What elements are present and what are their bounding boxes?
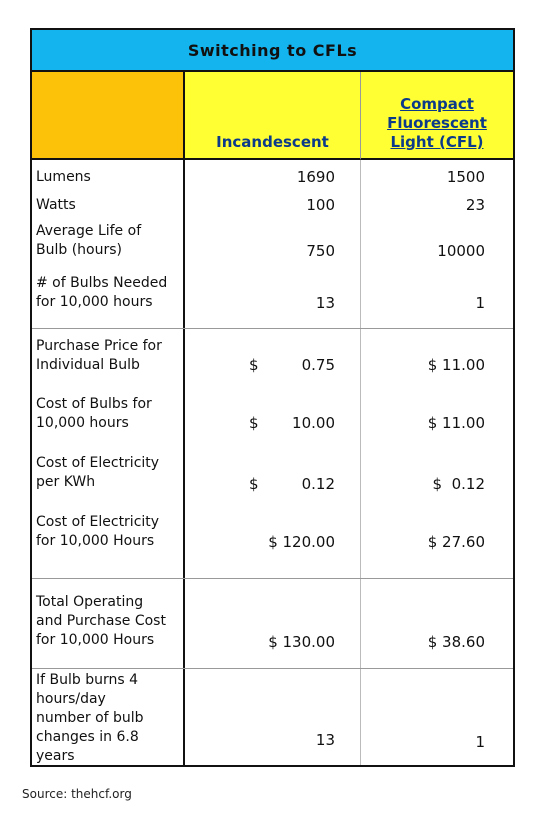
row-label-line: 10,000 hours	[36, 415, 129, 431]
row-label-line: Total Operating	[36, 594, 144, 610]
cell-watts-cfl: 23	[465, 196, 485, 214]
cell-changes-incandescent: 13	[315, 731, 335, 749]
cell-electricity-incandescent: $ 120.00	[268, 533, 335, 551]
header-cfl-line2: Fluorescent	[387, 114, 487, 132]
row-label-electricity-10000	[36, 513, 159, 551]
row-label-purchase-price	[36, 337, 162, 375]
row-label-line: hours/day	[36, 691, 106, 707]
cell-bulbs-incandescent: 13	[315, 294, 335, 312]
row-label-total	[36, 593, 166, 650]
cfl-comparison-table	[30, 28, 515, 767]
row-label-line: # of Bulbs Needed	[36, 275, 168, 291]
header-incandescent	[185, 72, 361, 160]
group-costs	[32, 328, 513, 578]
cell-purchase-incandescent-currency: $	[249, 356, 259, 374]
header-cfl	[361, 72, 513, 160]
source-note: Source: thehcf.org	[22, 787, 132, 801]
row-label-average-life	[36, 222, 141, 260]
row-label-electricity-per-kwh	[36, 454, 159, 492]
row-label-line: Cost of Bulbs for	[36, 396, 152, 412]
cell-life-incandescent: 750	[306, 242, 335, 260]
cell-bulbs-cost-cfl: $ 11.00	[427, 414, 485, 432]
row-label-line: Average Life of	[36, 223, 142, 239]
row-label-line: Bulb (hours)	[36, 242, 122, 258]
row-label-line: per KWh	[36, 474, 96, 490]
row-label-line: changes in 6.8	[36, 729, 139, 745]
cell-watts-incandescent: 100	[306, 196, 335, 214]
table-title: Switching to CFLs	[32, 30, 513, 72]
row-label-line: for 10,000 hours	[36, 294, 153, 310]
cell-lumens-incandescent: 1690	[296, 168, 335, 186]
cell-total-incandescent: $ 130.00	[268, 633, 335, 651]
cell-electricity-cfl: $ 27.60	[427, 533, 485, 551]
row-label-line: Individual Bulb	[36, 357, 140, 373]
row-label-line: If Bulb burns 4	[36, 672, 139, 688]
cell-kwh-cfl: $ 0.12	[432, 475, 485, 493]
cell-kwh-incandescent: 0.12	[301, 475, 335, 493]
cell-purchase-incandescent: 0.75	[301, 356, 335, 374]
cell-bulbs-cost-incandescent: 10.00	[292, 414, 335, 432]
row-label-bulb-changes	[36, 671, 144, 766]
header-cfl-line1: Compact	[400, 95, 474, 113]
header-cfl-label	[361, 95, 513, 152]
group-total	[32, 578, 513, 668]
row-label-line: years	[36, 748, 75, 764]
header-incandescent-label: Incandescent	[216, 133, 329, 151]
row-label-line: number of bulb	[36, 710, 144, 726]
row-label-line: for 10,000 Hours	[36, 632, 155, 648]
row-label-line: for 10,000 Hours	[36, 533, 155, 549]
header-cfl-line3: Light (CFL)	[390, 133, 484, 151]
group-bulb-changes	[32, 668, 513, 765]
row-label-line: Cost of Electricity	[36, 514, 160, 530]
row-label-lumens: Lumens	[36, 169, 91, 185]
header-blank-cell	[32, 72, 185, 160]
row-label-line: and Purchase Cost	[36, 613, 166, 629]
table-body	[32, 160, 513, 765]
cell-changes-cfl: 1	[475, 733, 485, 751]
cell-lumens-cfl: 1500	[446, 168, 485, 186]
row-label-watts: Watts	[36, 197, 76, 213]
row-label-line: Purchase Price for	[36, 338, 162, 354]
cell-bulbs-cost-incandescent-currency: $	[249, 414, 259, 432]
cell-total-cfl: $ 38.60	[427, 633, 485, 651]
cell-kwh-incandescent-currency: $	[249, 475, 259, 493]
row-label-bulbs-needed	[36, 274, 167, 312]
cell-life-cfl: 10000	[437, 242, 485, 260]
group-basic-specs	[32, 160, 513, 328]
row-label-line: Cost of Electricity	[36, 455, 160, 471]
cell-purchase-cfl: $ 11.00	[427, 356, 485, 374]
row-label-cost-of-bulbs	[36, 395, 152, 433]
cell-bulbs-cfl: 1	[475, 294, 485, 312]
